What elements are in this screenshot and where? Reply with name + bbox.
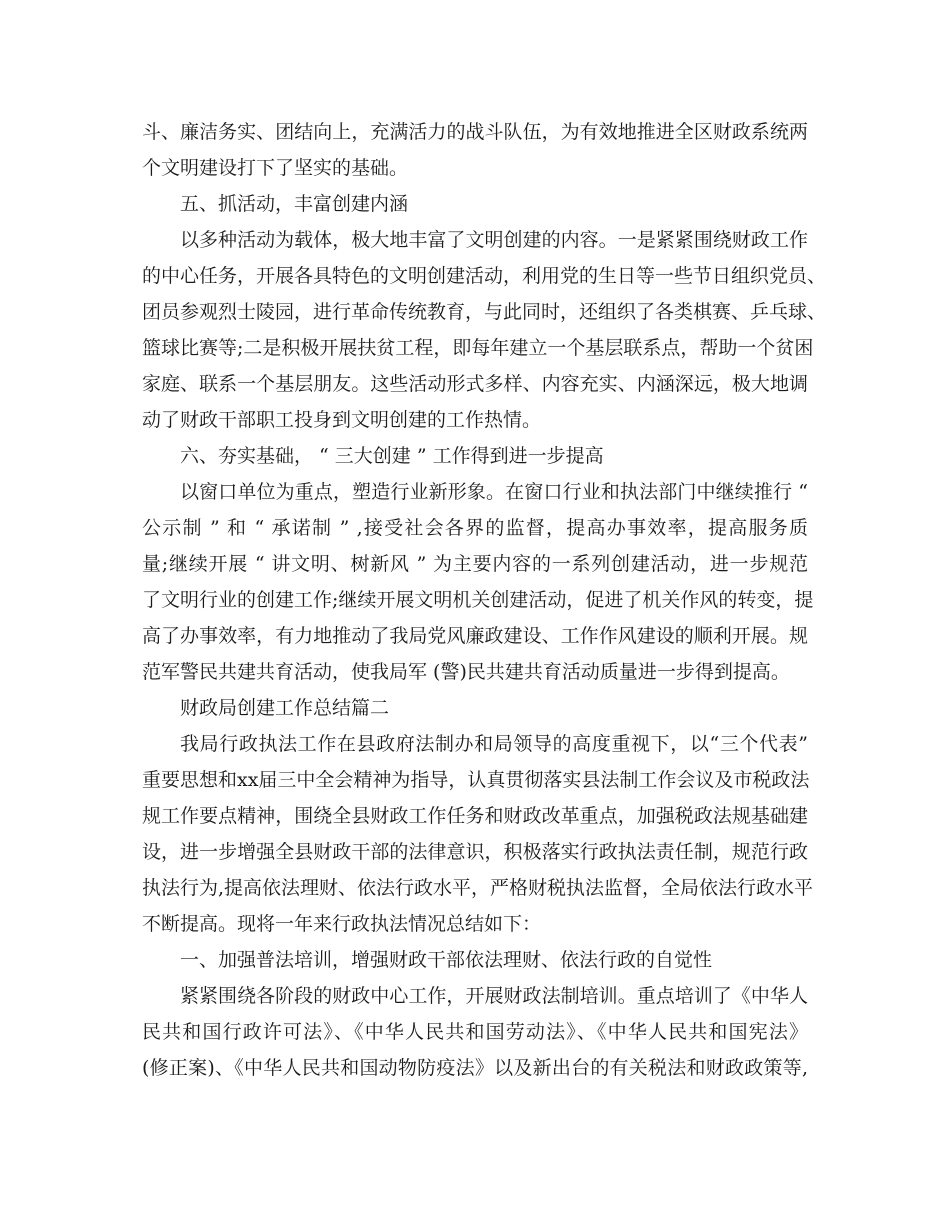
- paragraph-line: 动了财政干部职工投身到文明创建的工作热情。: [142, 409, 542, 431]
- paragraph-heading-line: 五、抓活动，丰富创建内涵: [180, 193, 409, 215]
- paragraph-line: 篮球比赛等;二是积极开展扶贫工程，即每年建立一个基层联系点，帮助一个贫困: [142, 337, 814, 359]
- paragraph-line: 团员参观烈士陵园，进行革命传统教育，与此同时，还组织了各类棋赛、乒乓球、: [142, 301, 827, 323]
- paragraph-line: 家庭、联系一个基层朋友。这些活动形式多样、内容充实、内涵深远，极大地调: [142, 373, 808, 395]
- paragraph-line: 我局行政执法工作在县政府法制办和局领导的高度重视下，以“三个代表”: [180, 733, 808, 755]
- paragraph-line: 的中心任务，开展各具特色的文明创建活动，利用党的生日等一些节日组织党员、: [142, 265, 827, 287]
- paragraph-line: 执法行为,提高依法理财、依法行政水平，严格财税执法监督，全局依法行政水平: [142, 877, 814, 899]
- paragraph-line: 以多种活动为载体，极大地丰富了文明创建的内容。一是紧紧围绕财政工作: [180, 229, 808, 251]
- paragraph-line: 规工作要点精神，围绕全县财政工作任务和财政改革重点，加强税政法规基础建: [142, 805, 808, 827]
- paragraph-line: 设，进一步增强全县财政干部的法律意识，积极落实行政执法责任制，规范行政: [142, 841, 808, 863]
- paragraph-line: 不断提高。现将一年来行政执法情况总结如下：: [142, 913, 542, 935]
- paragraph-line: 重要思想和xx届三中全会精神为指导，认真贯彻落实县法制工作会议及市税政法: [142, 769, 810, 791]
- paragraph-line: (修正案)、《中华人民共和国动物防疫法》以及新出台的有关税法和财政政策等,: [142, 1057, 808, 1079]
- paragraph-line: 民共和国行政许可法》、《中华人民共和国劳动法》、《中华人民共和国宪法》: [142, 1021, 808, 1043]
- paragraph-line: 高了办事效率，有力地推动了我局党风廉政建设、工作作风建设的顺利开展。规: [142, 625, 808, 647]
- paragraph-line: 量;继续开展 “ 讲文明、树新风 ” 为主要内容的一系列创建活动，进一步规范: [142, 553, 808, 575]
- paragraph-line: 紧紧围绕各阶段的财政中心工作，开展财政法制培训。重点培训了《中华人: [180, 985, 808, 1007]
- paragraph-heading-line: 一、加强普法培训，增强财政干部依法理财、依法行政的自觉性: [180, 949, 713, 971]
- paragraph-line: 个文明建设打下了坚实的基础。: [142, 157, 409, 179]
- paragraph-line: 斗、廉洁务实、团结向上，充满活力的战斗队伍，为有效地推进全区财政系统两: [142, 121, 808, 143]
- paragraph-line: 了文明行业的创建工作;继续开展文明机关创建活动，促进了机关作风的转变，提: [142, 589, 814, 611]
- paragraph-heading-line: 六、夯实基础， “ 三大创建 ” 工作得到进一步提高: [180, 445, 604, 467]
- paragraph-heading-line: 财政局创建工作总结篇二: [180, 697, 390, 719]
- paragraph-line: 范军警民共建共育活动，使我局军 (警)民共建共育活动质量进一步得到提高。: [142, 661, 790, 683]
- paragraph-line: 公示制 ” 和 “ 承诺制 ” ,接受社会各界的监督，提高办事效率，提高服务质: [142, 517, 808, 539]
- document-body: [142, 114, 827, 1086]
- paragraph-line: 以窗口单位为重点，塑造行业新形象。在窗口行业和执法部门中继续推行 “: [180, 481, 808, 503]
